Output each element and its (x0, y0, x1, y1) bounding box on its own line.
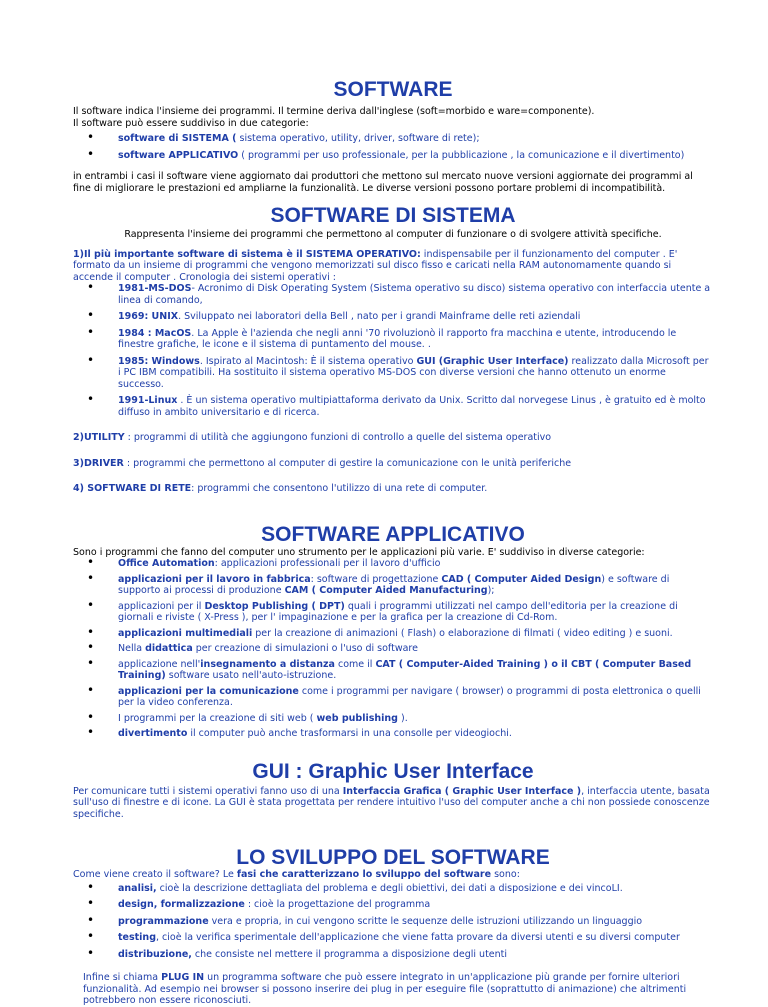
os-list (73, 283, 713, 418)
list-item: • analisi, cioè la descrizione dettagliata del problema e degli obiettivi, dei dati a disposizione e dei vincoLI. (73, 883, 713, 895)
list-item: • 1991-Linux . È un sistema operativo multipiattaforma derivato da Unix. Scritto dal norvegese Linus , è gratuito ed è molto diffuso in ambito universitario e di ricerca. (73, 395, 713, 418)
os-paragraph: 1)Il più importante software di sistema è il SISTEMA OPERATIVO: indispensabile per il funzionamento del computer . E' formato da un insieme di programmi che vengono memorizzati sul disco fisso e caricati nella RAM autonomamente quando si accende il computer . Cronologia dei sistemi operativi : (73, 248, 678, 283)
list-item: • design, formalizzazione : cioè la progettazione del programma (73, 899, 713, 911)
title-software: SOFTWARE (333, 78, 453, 101)
network-paragraph: 4) SOFTWARE DI RETE: programmi che consentono l'utilizzo di una rete di computer. (73, 483, 488, 494)
list-item: • applicazione nell'insegnamento a distanza come il CAT ( Computer-Aided Training ) o il CBT ( Computer Based Training) software usato nell'auto-istruzione. (73, 659, 713, 682)
list-item: • 1985: Windows. Ispirato al Macintosh: È il sistema operativo GUI (Graphic User Interface) realizzato dalla Microsoft per i PC IBM compatibili. Ha sostituito il sistema operativo MS-DOS con diverse versioni che hanno ottenuto un enorme successo. (73, 356, 713, 391)
document-page (73, 78, 713, 1007)
applicativo-list (73, 558, 713, 740)
list-item: • divertimento il computer può anche trasformarsi in una consolle per videogiochi. (73, 728, 713, 740)
list-item: • programmazione vera e propria, in cui vengono scritte le sequenze delle istruzioni utilizzando un linguaggio (73, 916, 713, 928)
list-item: • software di SISTEMA ( sistema operativo, utility, driver, software di rete); (73, 133, 713, 145)
plugin-paragraph: Infine si chiama PLUG IN un programma software che può essere integrato in un'applicazione più grande per fornire ulteriori funzionalità. Ad esempio nei browser si possono inserire dei plug in per eseguire file (soprattutto di animazione) che altrimenti potrebbero non essere riconosciuti. (83, 972, 687, 1006)
title-software-sistema: SOFTWARE DI SISTEMA (270, 204, 516, 227)
list-item: • 1981-MS-DOS- Acronimo di Disk Operating System (Sistema operativo su disco) sistema operativo con interfaccia utente a linea di comando, (73, 283, 713, 306)
list-item: • applicazioni per il lavoro in fabbrica: software di progettazione CAD ( Computer Aided Design) e software di supporto ai processi di produzione CAM ( Computer Aided Manufacturing); (73, 574, 713, 597)
list-item: • applicazioni multimediali per la creazione di animazioni ( Flash) o elaborazione di filmati ( video editing ) e suoni. (73, 628, 713, 640)
list-item: • I programmi per la creazione di siti web ( web publishing ). (73, 713, 713, 725)
title-software-applicativo: SOFTWARE APPLICATIVO (261, 522, 525, 546)
utility-paragraph: 2)UTILITY : programmi di utilità che aggiungono funzioni di controllo a quelle del sistema operativo (73, 432, 552, 443)
sviluppo-intro: Come viene creato il software? Le fasi che caratterizzano lo sviluppo del software sono: (73, 869, 520, 880)
list-item: • 1969: UNIX. Sviluppato nei laboratori della Bell , nato per i grandi Mainframe delle reti aziendali (73, 311, 713, 323)
gui-paragraph: Per comunicare tutti i sistemi operativi fanno uso di una Interfaccia Grafica ( Graphic User Interface ), interfaccia utente, basata sull'uso di finestre e di icone. La GUI è stata progettata per rendere intuitivo l'uso del computer anche a chi non possiede conoscenze specifiche. (73, 785, 710, 820)
list-item: • Office Automation: applicazioni professionali per il lavoro d'ufficio (73, 558, 713, 570)
list-item: • 1984 : MacOS. La Apple è l'azienda che negli anni '70 rivoluzionò il rapporto fra macchina e utente, introducendo le finestre grafiche, le icone e il sistema di puntamento del mouse. . (73, 328, 713, 351)
title-sviluppo: LO SVILUPPO DEL SOFTWARE (236, 846, 550, 869)
outro-paragraph: in entrambi i casi il software viene aggiornato dai produttori che mettono sul mercato nuove versioni aggiornate dei programmi al fine di migliorare le prestazioni ed ampliarne la funzionalità. Le diverse versioni possono portare problemi di incompatibilità. (73, 171, 693, 194)
list-item: • applicazioni per il Desktop Publishing ( DPT) quali i programmi utilizzati nel campo dell'editoria per la creazione di giornali e riviste ( X-Press ), per l' impaginazione e per la grafica per la creazione di Cd-Rom. (73, 601, 713, 624)
list-item: • distribuzione, che consiste nel mettere il programma a disposizione degli utenti (73, 949, 713, 961)
list-item: • testing, cioè la verifica sperimentale dell'applicazione che viene fatta provare da diversi utenti e su diversi computer (73, 932, 713, 944)
intro-paragraph: Il software indica l'insieme dei programmi. Il termine deriva dall'inglese (soft=morbido e ware=componente). Il software può essere suddiviso in due categorie: (73, 106, 595, 129)
title-gui: GUI : Graphic User Interface (252, 759, 534, 783)
list-item: • software APPLICATIVO ( programmi per uso professionale, per la pubblicazione , la comunicazione e il divertimento) (73, 150, 713, 162)
sviluppo-list (73, 883, 713, 961)
category-list (73, 133, 713, 161)
driver-paragraph: 3)DRIVER : programmi che permettono al computer di gestire la comunicazione con le unità periferiche (73, 457, 572, 469)
list-item: • Nella didattica per creazione di simulazioni o l'uso di software (73, 643, 713, 655)
list-item: • applicazioni per la comunicazione come i programmi per navigare ( browser) o programmi di posta elettronica o quelli per la video conferenza. (73, 686, 713, 709)
applicativo-intro: Sono i programmi che fanno del computer uno strumento per le applicazioni più varie. E' suddiviso in diverse categorie: (73, 546, 645, 558)
subtitle: Rappresenta l'insieme dei programmi che permettono al computer di funzionare o di svolgere attività specifiche. (124, 229, 662, 240)
